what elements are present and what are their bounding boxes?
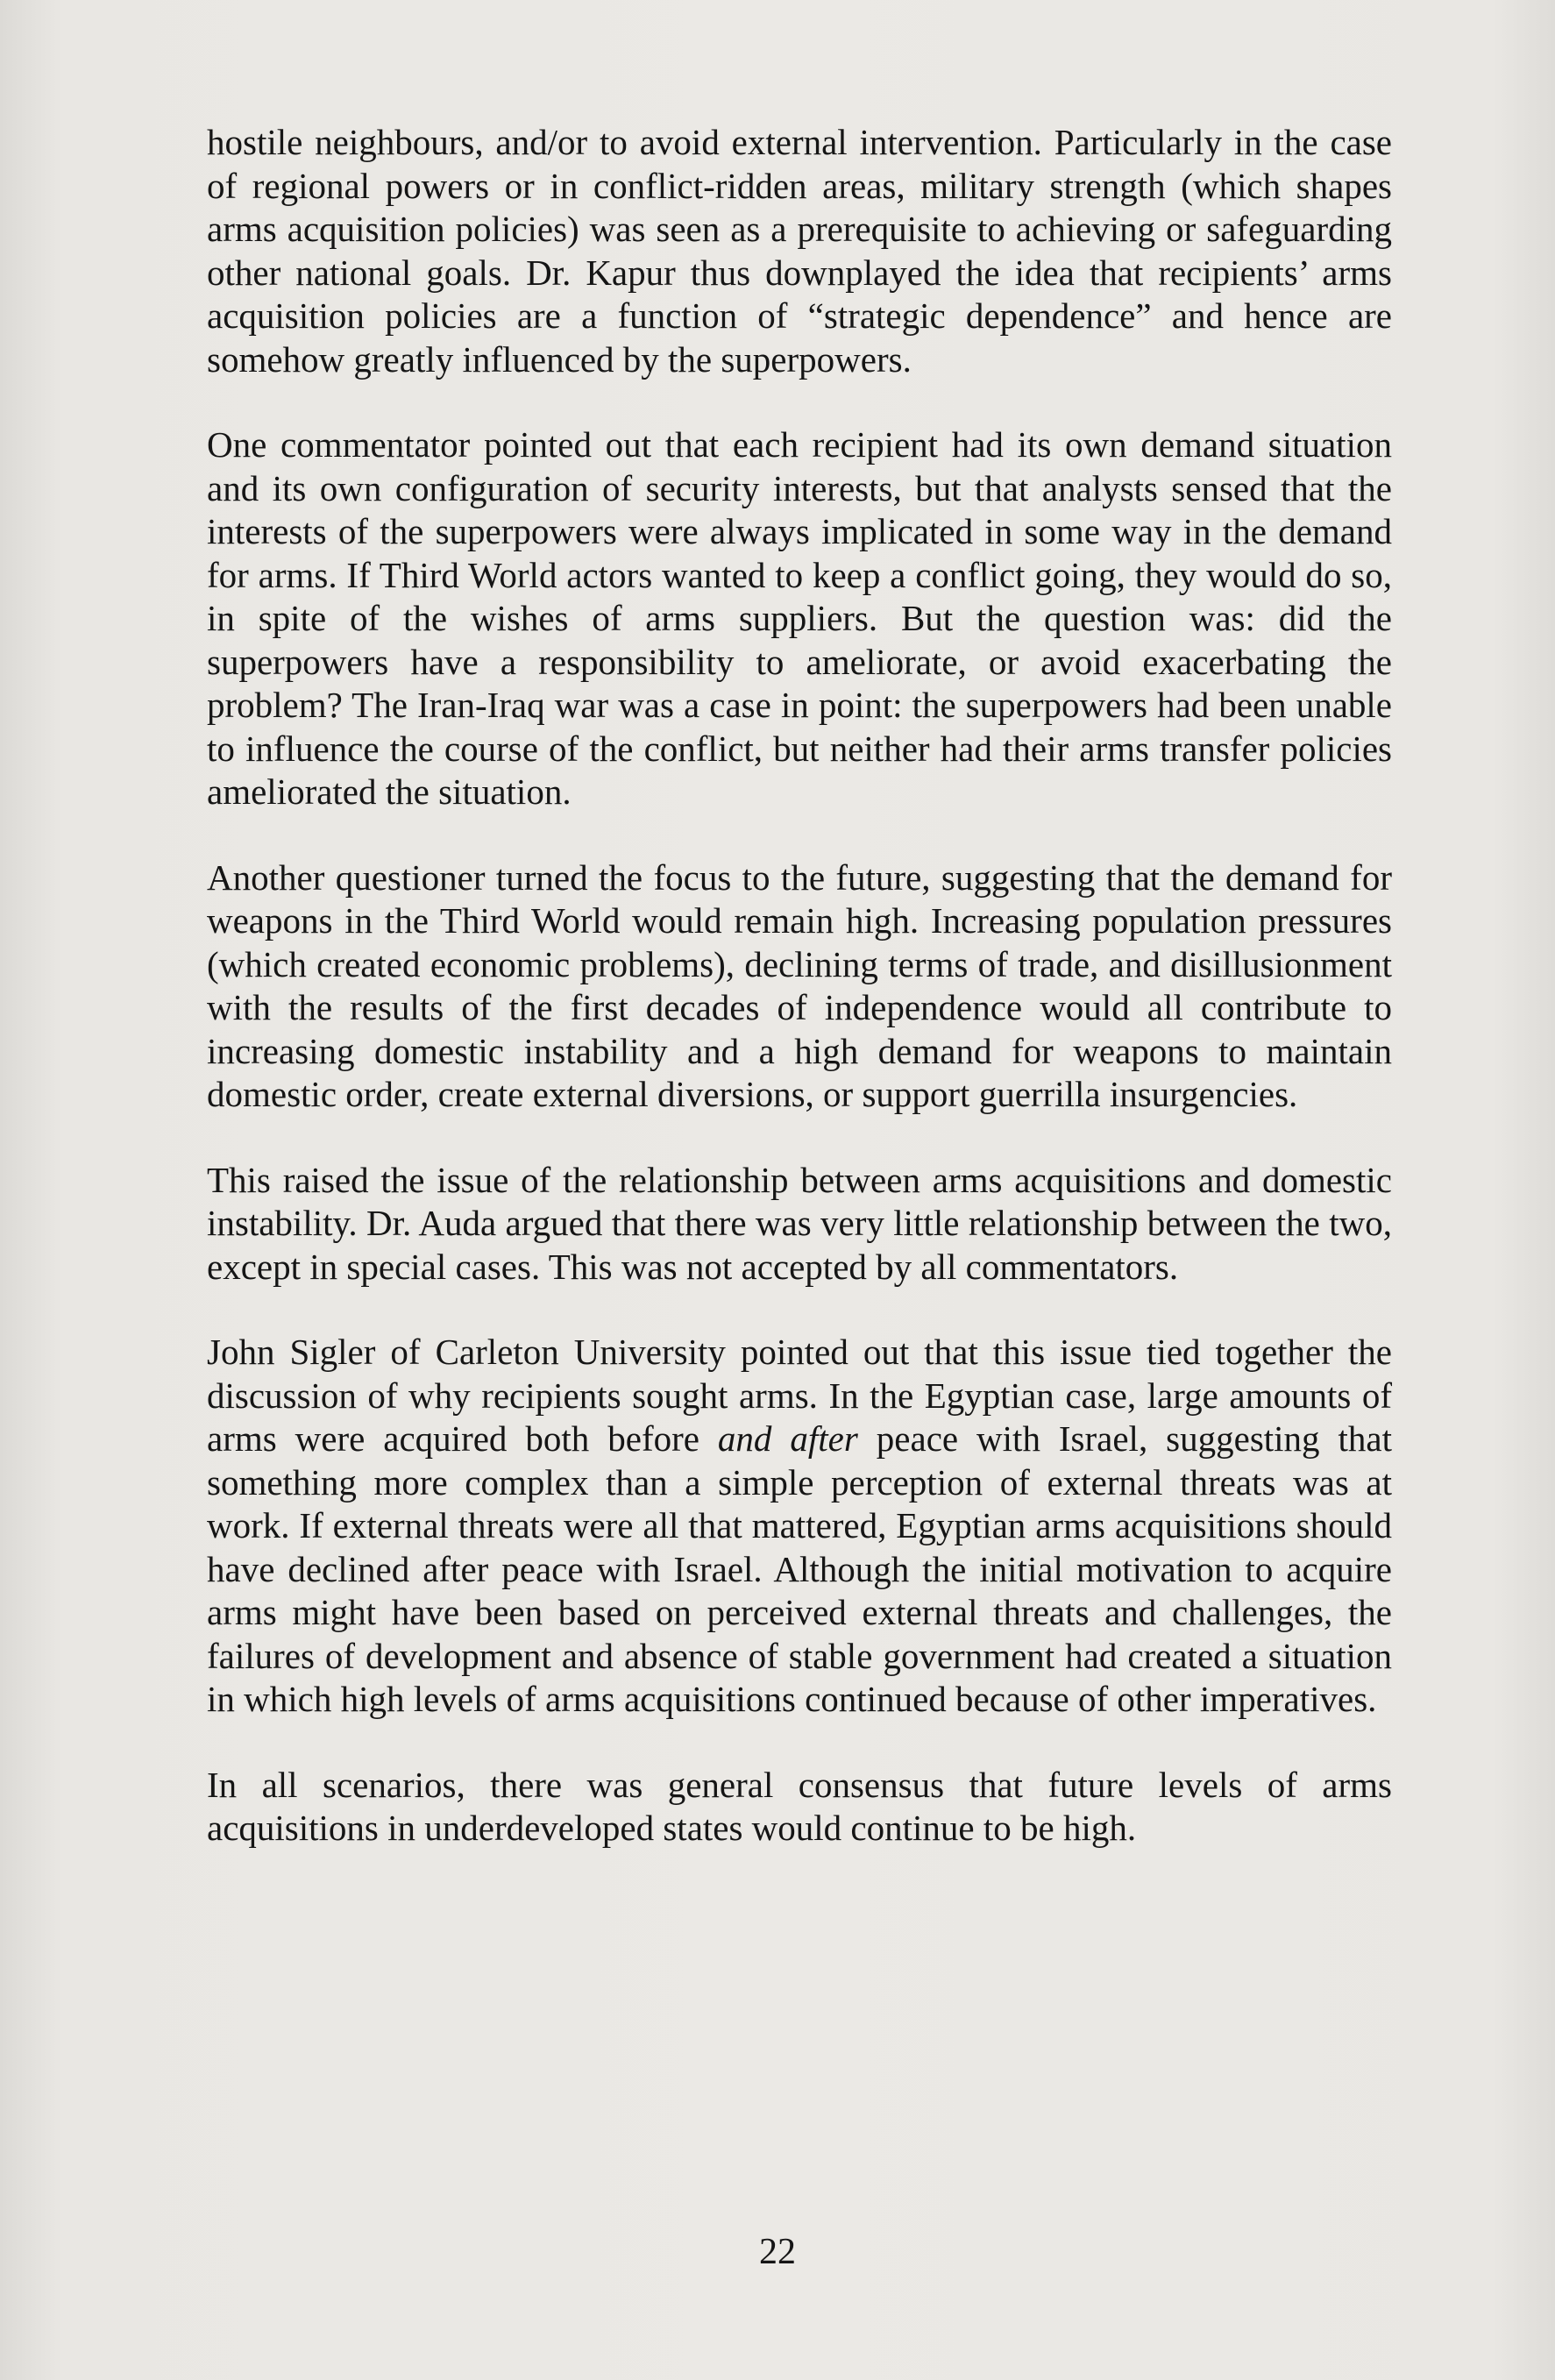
paragraph-5	[207, 1331, 1392, 1722]
paragraph-5-emphasis: and after	[717, 1418, 858, 1459]
paragraph-2: One commentator pointed out that each recipient had its own demand situation and its own configuration of security interests, but that analysts sensed that the interests of the superpowers were always implicated in some way in the demand for arms. If Third World actors wanted to keep a conflict going, they would do so, in spite of the wishes of arms suppliers. But the question was: did the superpowers have a responsibility to ameliorate, or avoid exacerbating the problem? The Iran-Iraq war was a case in point: the superpowers had been unable to influence the course of the conflict, but neither had their arms transfer policies ameliorated the situation.	[207, 424, 1392, 812]
paragraph-5-text-after: peace with Israel, suggesting that something more complex than a simple perception of external threats was at work. If external threats were all that mattered, Egyptian arms acquisitions should have declined after peace with Israel. Although the initial motivation to acquire arms might have been based on perceived external threats and challenges, the failures of development and absence of stable government had created a situation in which high levels of arms acquisitions continued because of other imperatives.	[207, 1418, 1393, 1719]
paragraph-6: In all scenarios, there was general consensus that future levels of arms acquisitions in underdeveloped states would continue to be high.	[207, 1764, 1392, 1848]
paragraph-1: hostile neighbours, and/or to avoid external intervention. Particularly in the case of regional powers or in conflict-ridden areas, military strength (which shapes arms acquisition policies) was seen as a prerequisite to achieving or safeguarding other national goals. Dr. Kapur thus downplayed the idea that recipients’ arms acquisition policies are a function of “strategic dependence” and hence are somehow greatly influenced by the superpowers.	[207, 122, 1392, 380]
paragraph-4: This raised the issue of the relationship between arms acquisitions and domestic instability. Dr. Auda argued that there was very little relationship between the two, except in special cases. This was not accepted by all commentators.	[207, 1159, 1392, 1287]
page-number: 22	[759, 2232, 796, 2272]
paragraph-5-text-before: John Sigler of Carleton University pointed out that this issue tied together the discussion of why recipients sought arms. In the Egyptian case, large amounts of arms were acquired both before	[207, 1332, 1392, 1459]
body-text	[207, 121, 1392, 1851]
paragraph-3: Another questioner turned the focus to the future, suggesting that the demand for weapons in the Third World would remain high. Increasing population pressures (which created economic problems), declining terms of trade, and disillusionment with the results of the first decades of independence would all contribute to increasing domestic instability and a high demand for weapons to maintain domestic order, create external diversions, or support guerrilla insurgencies.	[207, 856, 1392, 1114]
